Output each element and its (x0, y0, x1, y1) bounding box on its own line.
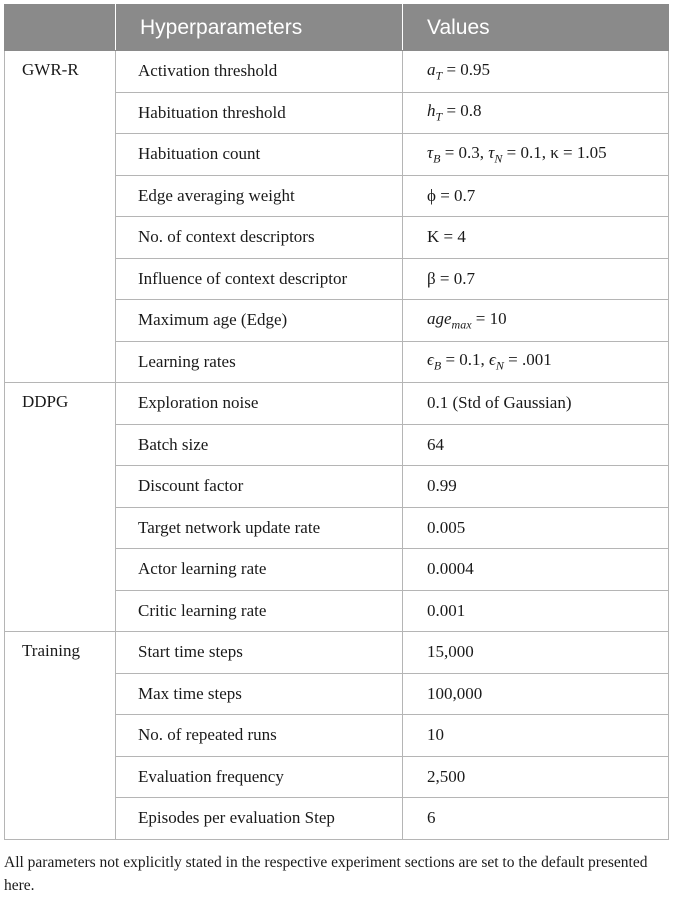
param-name: No. of repeated runs (116, 715, 403, 757)
param-name: Maximum age (Edge) (116, 300, 403, 342)
param-value: $h_T = 0.8$ (403, 92, 669, 134)
param-value: 0.0004 (403, 549, 669, 591)
param-value: ϕ = 0.7 (403, 175, 669, 217)
param-value: 64 (403, 424, 669, 466)
param-name: Start time steps (116, 632, 403, 674)
header-row (5, 5, 669, 51)
param-value: 0.005 (403, 507, 669, 549)
group-label: DDPG (5, 383, 116, 632)
param-name: Target network update rate (116, 507, 403, 549)
param-name: Max time steps (116, 673, 403, 715)
param-value: 0.99 (403, 466, 669, 508)
param-value: 15,000 (403, 632, 669, 674)
param-name: Activation threshold (116, 51, 403, 93)
param-value: 10 (403, 715, 669, 757)
param-name: Learning rates (116, 341, 403, 383)
param-name: Evaluation frequency (116, 756, 403, 798)
param-value: 100,000 (403, 673, 669, 715)
param-name: Habituation threshold (116, 92, 403, 134)
param-name: Habituation count (116, 134, 403, 176)
param-name: Episodes per evaluation Step (116, 798, 403, 840)
param-value: $\epsilon_B = 0.1$, $\epsilon_N = .001$ (403, 341, 669, 383)
param-name: Actor learning rate (116, 549, 403, 591)
hyperparameters-table (4, 4, 669, 840)
param-value: K = 4 (403, 217, 669, 259)
table-row (5, 51, 669, 93)
table-footnote: All parameters not explicitly stated in the respective experiment sections are set to the default presented here. (4, 854, 648, 894)
param-name: Edge averaging weight (116, 175, 403, 217)
param-name: No. of context descriptors (116, 217, 403, 259)
group-label: GWR-R (5, 51, 116, 383)
param-value: $\tau_B = 0.3$, $\tau_N = 0.1$, κ = 1.05 (403, 134, 669, 176)
param-value: 6 (403, 798, 669, 840)
param-value: $a_T = 0.95$ (403, 51, 669, 93)
table-row (5, 632, 669, 674)
param-value: 0.001 (403, 590, 669, 632)
param-value: age$_{max}$ = 10 (403, 300, 669, 342)
table-row (5, 383, 669, 425)
header-group (5, 5, 116, 51)
param-value: 0.1 (Std of Gaussian) (403, 383, 669, 425)
header-values: Values (403, 5, 669, 51)
param-value: β = 0.7 (403, 258, 669, 300)
group-label: Training (5, 632, 116, 840)
param-value: 2,500 (403, 756, 669, 798)
param-name: Batch size (116, 424, 403, 466)
header-hyperparameters: Hyperparameters (116, 5, 403, 51)
param-name: Critic learning rate (116, 590, 403, 632)
param-name: Influence of context descriptor (116, 258, 403, 300)
param-name: Exploration noise (116, 383, 403, 425)
param-name: Discount factor (116, 466, 403, 508)
